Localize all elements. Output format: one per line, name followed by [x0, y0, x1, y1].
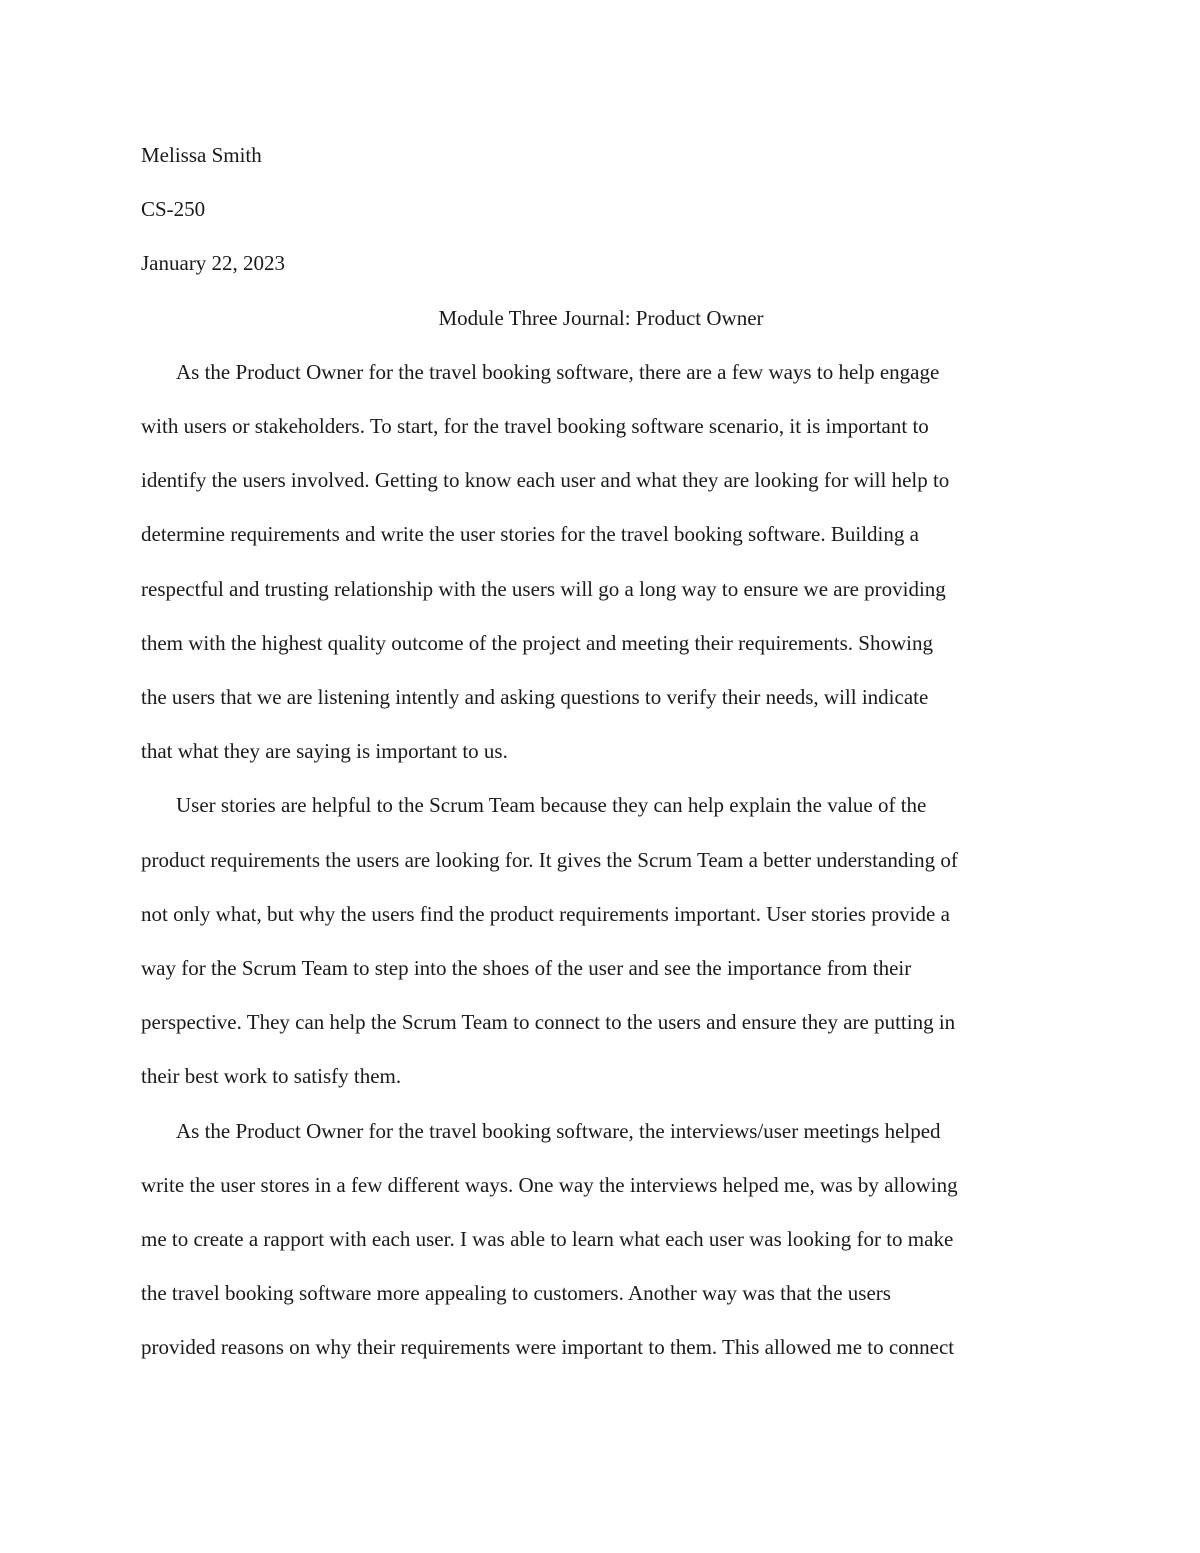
text-line: them with the highest quality outcome of the project and meeting their requirements. Showing [141, 630, 933, 655]
text-line: User stories are helpful to the Scrum Team because they can help explain the value of the [176, 793, 927, 818]
text-line: As the Product Owner for the travel booking software, there are a few ways to help engage [176, 359, 940, 384]
text-line: the users that we are listening intently and asking questions to verify their needs, will indicate [141, 685, 929, 710]
text-line: the travel booking software more appealing to customers. Another way was that the users [141, 1281, 891, 1306]
course-code: CS-250 [141, 197, 206, 222]
text-line: perspective. They can help the Scrum Team to connect to the users and ensure they are putting in [141, 1010, 956, 1035]
document-date: January 22, 2023 [141, 251, 286, 276]
text-line: not only what, but why the users find the product requirements important. User stories provide a [141, 901, 950, 926]
document-body [141, 128, 1061, 1375]
text-line: product requirements the users are looking for. It gives the Scrum Team a better understanding of [141, 847, 958, 872]
paragraph-2 [141, 778, 1061, 1103]
text-line: write the user stores in a few different ways. One way the interviews helped me, was by allowing [141, 1172, 958, 1197]
text-line: identify the users involved. Getting to know each user and what they are looking for will help to [141, 468, 950, 493]
text-line: determine requirements and write the user stories for the travel booking software. Building a [141, 522, 919, 547]
document-title: Module Three Journal: Product Owner [438, 305, 764, 330]
text-line: provided reasons on why their requirements were important to them. This allowed me to connect [141, 1335, 955, 1360]
text-line: way for the Scrum Team to step into the shoes of the user and see the importance from their [141, 956, 912, 981]
author-name: Melissa Smith [141, 143, 262, 167]
text-line: me to create a rapport with each user. I was able to learn what each user was looking for to make [141, 1227, 954, 1252]
paragraph-1 [141, 345, 1061, 779]
text-line: with users or stakeholders. To start, for the travel booking software scenario, it is important to [141, 414, 929, 439]
text-line: that what they are saying is important to us. [141, 739, 508, 764]
paragraph-3 [141, 1104, 1061, 1375]
text-line: respectful and trusting relationship with the users will go a long way to ensure we are providing [141, 576, 946, 601]
text-line: their best work to satisfy them. [141, 1064, 402, 1089]
text-line: As the Product Owner for the travel booking software, the interviews/user meetings helped [176, 1118, 941, 1143]
